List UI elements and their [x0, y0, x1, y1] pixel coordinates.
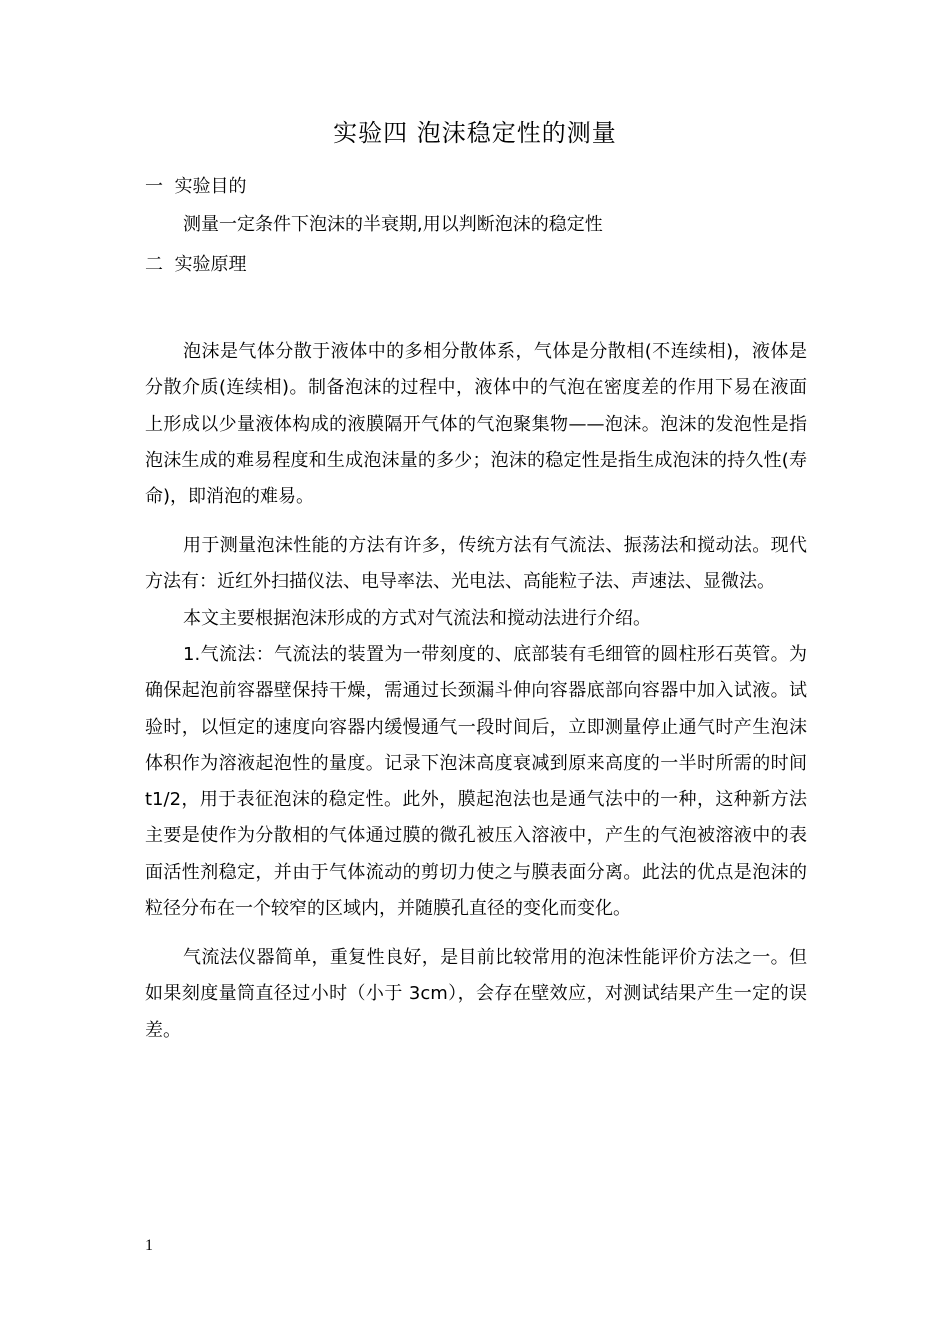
paragraph-introduction: 本文主要根据泡沫形成的方式对气流法和搅动法进行介绍。: [183, 608, 651, 629]
section-heading-purpose: 一 实验目的: [145, 176, 247, 197]
paragraph-gas-flow-evaluation: 气流法仪器简单，重复性良好，是目前比较常用的泡沫性能评价方法之一。但如果刻度量筒直径过小时（小于 3cm），会存在壁效应，对测试结果产生一定的误差。: [145, 947, 807, 1041]
paragraph-measurement-methods: 用于测量泡沫性能的方法有许多，传统方法有气流法、振荡法和搅动法。现代方法有：近红外扫描仪法、电导率法、光电法、高能粒子法、声速法、显微法。: [145, 535, 807, 593]
document-title: 实验四 泡沫稳定性的测量: [333, 119, 617, 147]
paragraph-foam-definition: 泡沫是气体分散于液体中的多相分散体系，气体是分散相(不连续相)，液体是分散介质(连续相)。制备泡沫的过程中，液体中的气泡在密度差的作用下易在液面上形成以少量液体构成的液膜隔开气体的气泡聚集物——泡沫。泡沫的发泡性是指泡沫生成的难易程度和生成泡沫量的多少；泡沫的稳定性是指生成泡沫的持久性(寿命)，即消泡的难易。: [145, 341, 807, 508]
paragraph-gas-flow-method: 1.气流法：气流法的装置为一带刻度的、底部装有毛细管的圆柱形石英管。为确保起泡前容器壁保持干燥，需通过长颈漏斗伸向容器底部向容器中加入试液。试验时，以恒定的速度向容器内缓慢通气一段时间后，立即测量停止通气时产生泡沫体积作为溶液起泡性的量度。记录下泡沫高度衰减到原来高度的一半时所需的时间 t1/2，用于表征泡沫的稳定性。此外，膜起泡法也是通气法中的一种，这种新方法主要是使作为分散相的气体通过膜的微孔被压入溶液中，产生的气泡被溶液中的表面活性剂稳定，并由于气体流动的剪切力使之与膜表面分离。此法的优点是泡沫的粒径分布在一个较窄的区域内，并随膜孔直径的变化而变化。: [145, 644, 807, 920]
page-number: 1: [145, 1237, 153, 1254]
purpose-text: 测量一定条件下泡沫的半衰期,用以判断泡沫的稳定性: [183, 214, 603, 235]
section-heading-principle: 二 实验原理: [145, 254, 247, 275]
